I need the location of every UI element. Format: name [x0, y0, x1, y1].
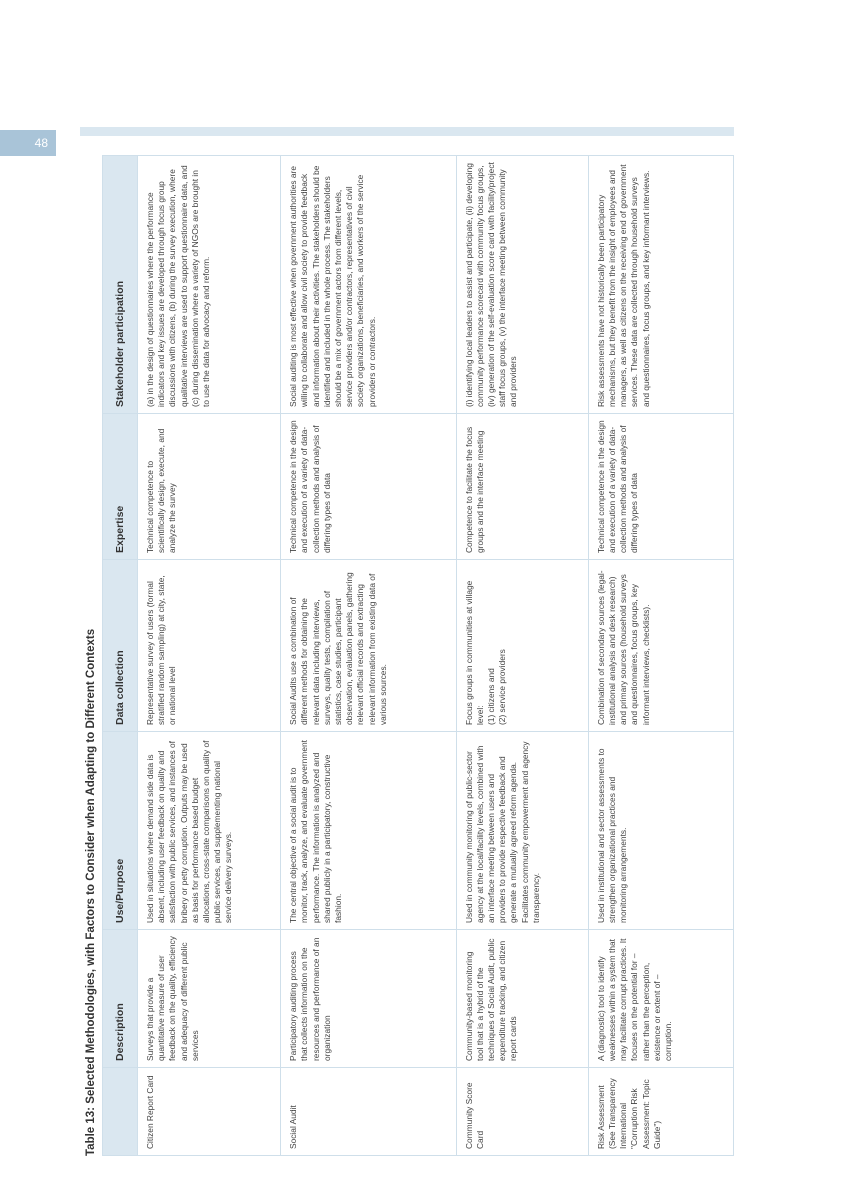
cell-description: A (diagnostic) tool to identify weaknesses within a system that may facilitate corrupt practices. It focuses on the potential for – rather than the perception, existence or extent of – corruption.	[588, 930, 733, 1068]
row-label: Community Score Card	[456, 1068, 588, 1156]
table-title: Table 13: Selected Methodologies, with Factors to Consider when Adapting to Different Contexts	[85, 628, 97, 1156]
table-row	[588, 156, 733, 1156]
cell-use-purpose: Used in institutional and sector assessments to strengthen organizational practices and monitoring arrangements.	[588, 732, 733, 930]
cell-expertise: Technical competence in the design and execution of a variety of data-collection methods and analysis of differing types of data	[588, 414, 733, 560]
table-row	[138, 156, 281, 1156]
cell-stakeholder-participation: Social auditing is most effective when government authorities are willing to collaborate and allow civil society to provide feedback and information about their activities. The stakeholders should be identified and included in the whole process. The stakeholders should be a mix of government actors from different levels, service providers and/or contractors, representatives of civil society organizations, beneficiaries, and workers of the service providers or contractors.	[281, 156, 456, 414]
cell-stakeholder-participation: Risk assessments have not historically been participatory mechanisms, but they benefit from the insight of employees and managers, as well as citizens on the receiving end of government services. These data are collected through household surveys and questionnaires, focus groups, and key informant interviews.	[588, 156, 733, 414]
table-header-row	[103, 156, 138, 1156]
cell-description: Community-based monitoring tool that is a hybrid of the techniques of Social Audit, public expenditure tracking, and citizen report cards	[456, 930, 588, 1068]
cell-stakeholder-participation: (a) in the design of questionnaires where the performance indicators and key issues are developed through focus group discussions with citizens, (b) during the survey execution, where qualitative interviews are used to support questionnaire data, and (c) during dissemination where a variety of NGOs are brought in to use the data for advocacy and reform.	[138, 156, 281, 414]
table-row	[456, 156, 588, 1156]
cell-stakeholder-participation: (i) identifying local leaders to assist and participate, (ii) developing community performance scorecard with community focus groups, (iv) generation of the self-evaluation score card with facility/project staff focus groups, (v) the interface meeting between community and providers	[456, 156, 588, 414]
cell-description: Participatory auditing process that collects information on the resources and performance of an organization	[281, 930, 456, 1068]
header-use-purpose: Use/Purpose	[103, 732, 138, 930]
page-number: 48	[34, 136, 48, 150]
cell-data-collection: Combination of secondary sources (legal-institutional analysis and desk research) and primary sources (household surveys and questionnaires, focus groups, key informant interviews, checklists).	[588, 560, 733, 732]
cell-expertise: Technical competence to scientifically design, execute, and analyze the survey	[138, 414, 281, 560]
table-row	[281, 156, 456, 1156]
header-stakeholder-participation: Stakeholder participation	[103, 156, 138, 414]
row-label: Citizen Report Card	[138, 1068, 281, 1156]
rotated-table-region	[80, 156, 734, 1156]
row-label: Risk Assessment (See Transparency International "Corruption Risk Assessment: Topic Guide")	[588, 1068, 733, 1156]
cell-use-purpose: The central objective of a social audit is to monitor, track, analyze, and evaluate government performance. The information is analyzed and shared publicly in a participatory, constructive fashion.	[281, 732, 456, 930]
page-number-tab	[0, 130, 56, 156]
cell-expertise: Technical competence in the design and execution of a variety of data-collection methods and analysis of differing types of data	[281, 414, 456, 560]
header-empty	[103, 1068, 138, 1156]
cell-data-collection: Social Audits use a combination of different methods for obtaining the relevant data including interviews, surveys, quality tests, compilation of statistics, case studies, participant observation, evaluation panels, gathering relevant official records and extracting relevant information from existing data of various sources.	[281, 560, 456, 732]
cell-data-collection: Representative survey of users (formal stratified random sampling) at city, state, or national level	[138, 560, 281, 732]
cell-use-purpose: Used in community monitoring of public-sector agency at the local/facility levels, combined with an interface meeting between users and providers to provide respective feedback and generate a mutually agreed reform agenda. Facilitates community empowerment and agency transparency.	[456, 732, 588, 930]
header-description: Description	[103, 930, 138, 1068]
header-data-collection: Data collection	[103, 560, 138, 732]
header-rule	[80, 127, 734, 136]
cell-use-purpose: Used in situations where demand side data is absent, including user feedback on quality and satisfaction with public services, and instances of bribery or petty corruption. Outputs may be used as basis for performance based budget allocations, cross-state comparisons on quality of public services, and supplementing national service delivery surveys.	[138, 732, 281, 930]
cell-data-collection: Focus groups in communities at village level: (1) citizens and (2) service providers	[456, 560, 588, 732]
row-label: Social Audit	[281, 1068, 456, 1156]
cell-expertise: Competence to facilitate the focus groups and the interface meeting	[456, 414, 588, 560]
cell-description: Surveys that provide a quantitative measure of user feedback on the quality, efficiency and adequacy of different public services	[138, 930, 281, 1068]
methodologies-table	[102, 155, 734, 1156]
header-expertise: Expertise	[103, 414, 138, 560]
